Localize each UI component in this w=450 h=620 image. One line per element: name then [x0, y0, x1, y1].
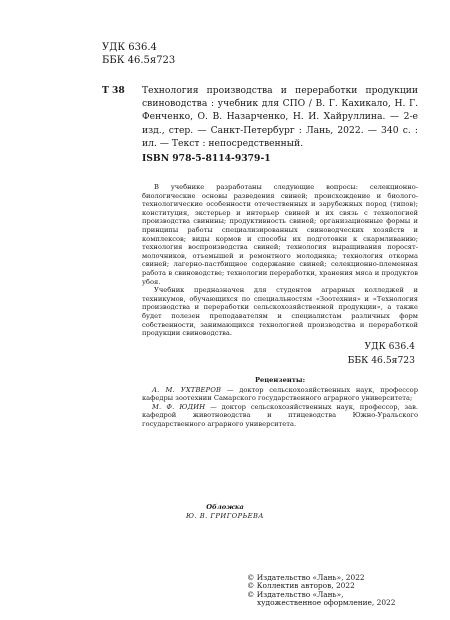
- bbk-code: ББК 46.5я723: [102, 55, 176, 66]
- reviewer-1-name: А. М. УХТВЕРОВ: [152, 385, 222, 394]
- reviewer-1-description: — доктор сельскохозяйственных наук, профессор кафедры зоотехнии Самарского государственного аграрного университета;: [142, 385, 418, 403]
- udk-block-bottom: [348, 340, 415, 367]
- author-mark: Т 38: [102, 85, 125, 96]
- udk-code: УДК 636.4: [364, 341, 415, 352]
- udk-code: УДК 636.4: [102, 42, 157, 53]
- catalog-record: [102, 84, 418, 150]
- reviewer-2-description: — доктор сельскохозяйственных наук, профессор, зав. кафедрой животноводства и птицеводства Южно-Уральского государственного аграрного университета.: [142, 402, 418, 428]
- cover-credit: [0, 503, 450, 520]
- copyright-line: художественное оформление, 2022: [257, 598, 396, 608]
- copyright-line: © Издательство «Лань»,: [247, 589, 344, 599]
- reviewers-heading: Рецензенты:: [254, 376, 306, 384]
- isbn: ISBN 978-5-8114-9379-1: [142, 153, 271, 164]
- udk-block-top: [102, 41, 175, 67]
- annotation: [142, 183, 418, 338]
- copyright-block: [247, 574, 395, 608]
- cover-designer: Ю. В. ГРИГОРЬЕВА: [186, 511, 264, 520]
- copyright-line: © Издательство «Лань», 2022: [247, 573, 365, 582]
- reviewer-2-name: М. Ф. ЮДИН: [152, 402, 206, 411]
- annotation-paragraph-2: Учебник предназначен для студентов аграрных колледжей и техникумов, обучающихся по специальностям «Зоотехния» и «Технология производства и переработки сельскохозяйственной продукции», а также будет полезен преподавателям и специалистам различных форм собственности, занимающихся технологией производства и переработкой продукции свиноводства.: [142, 286, 418, 338]
- copyright-line: © Коллектив авторов, 2022: [247, 581, 355, 591]
- annotation-paragraph-1: В учебнике разработаны следующие вопросы: селекционно-биологические основы разведения свиней; происхождение и биолого-технологические особенности отечественных и зарубежных пород (типов); конституция, экстерьер и интерьер свиней и их связь с технологией производства свинины; продуктивность свиней; организационные формы и принципы работы специализированных свиноводческих хозяйств и комплексов; виды кормов и способы их подготовки к скармливанию; технология воспроизводства свиней; технология выращивания поросят-молочников, отъемышей и ремонтного молодняка; технология откорма свиней; лагерно-пастбищное содержание свиней; селекционно-племенная работа в свиноводстве; технологии переработки, хранения мяса и продуктов убоя.: [142, 183, 418, 286]
- reviewers: [142, 376, 418, 429]
- bibliographic-description: Технология производства и переработки продукции свиноводства : учебник для СПО / В. Г. Кахикало, Н. Г. Фенченко, О. В. Назарченко, Н. И. Хайруллина. — 2-е изд., стер. — Санкт-Петербург : Лань, 2022. — 340 с. : ил. — Текст : непосредственный.: [142, 85, 418, 149]
- reviewer-2: [142, 403, 418, 429]
- bbk-code: ББК 46.5я723: [347, 354, 415, 366]
- cover-label: Обложка: [206, 503, 244, 511]
- reviewer-1: [142, 386, 418, 403]
